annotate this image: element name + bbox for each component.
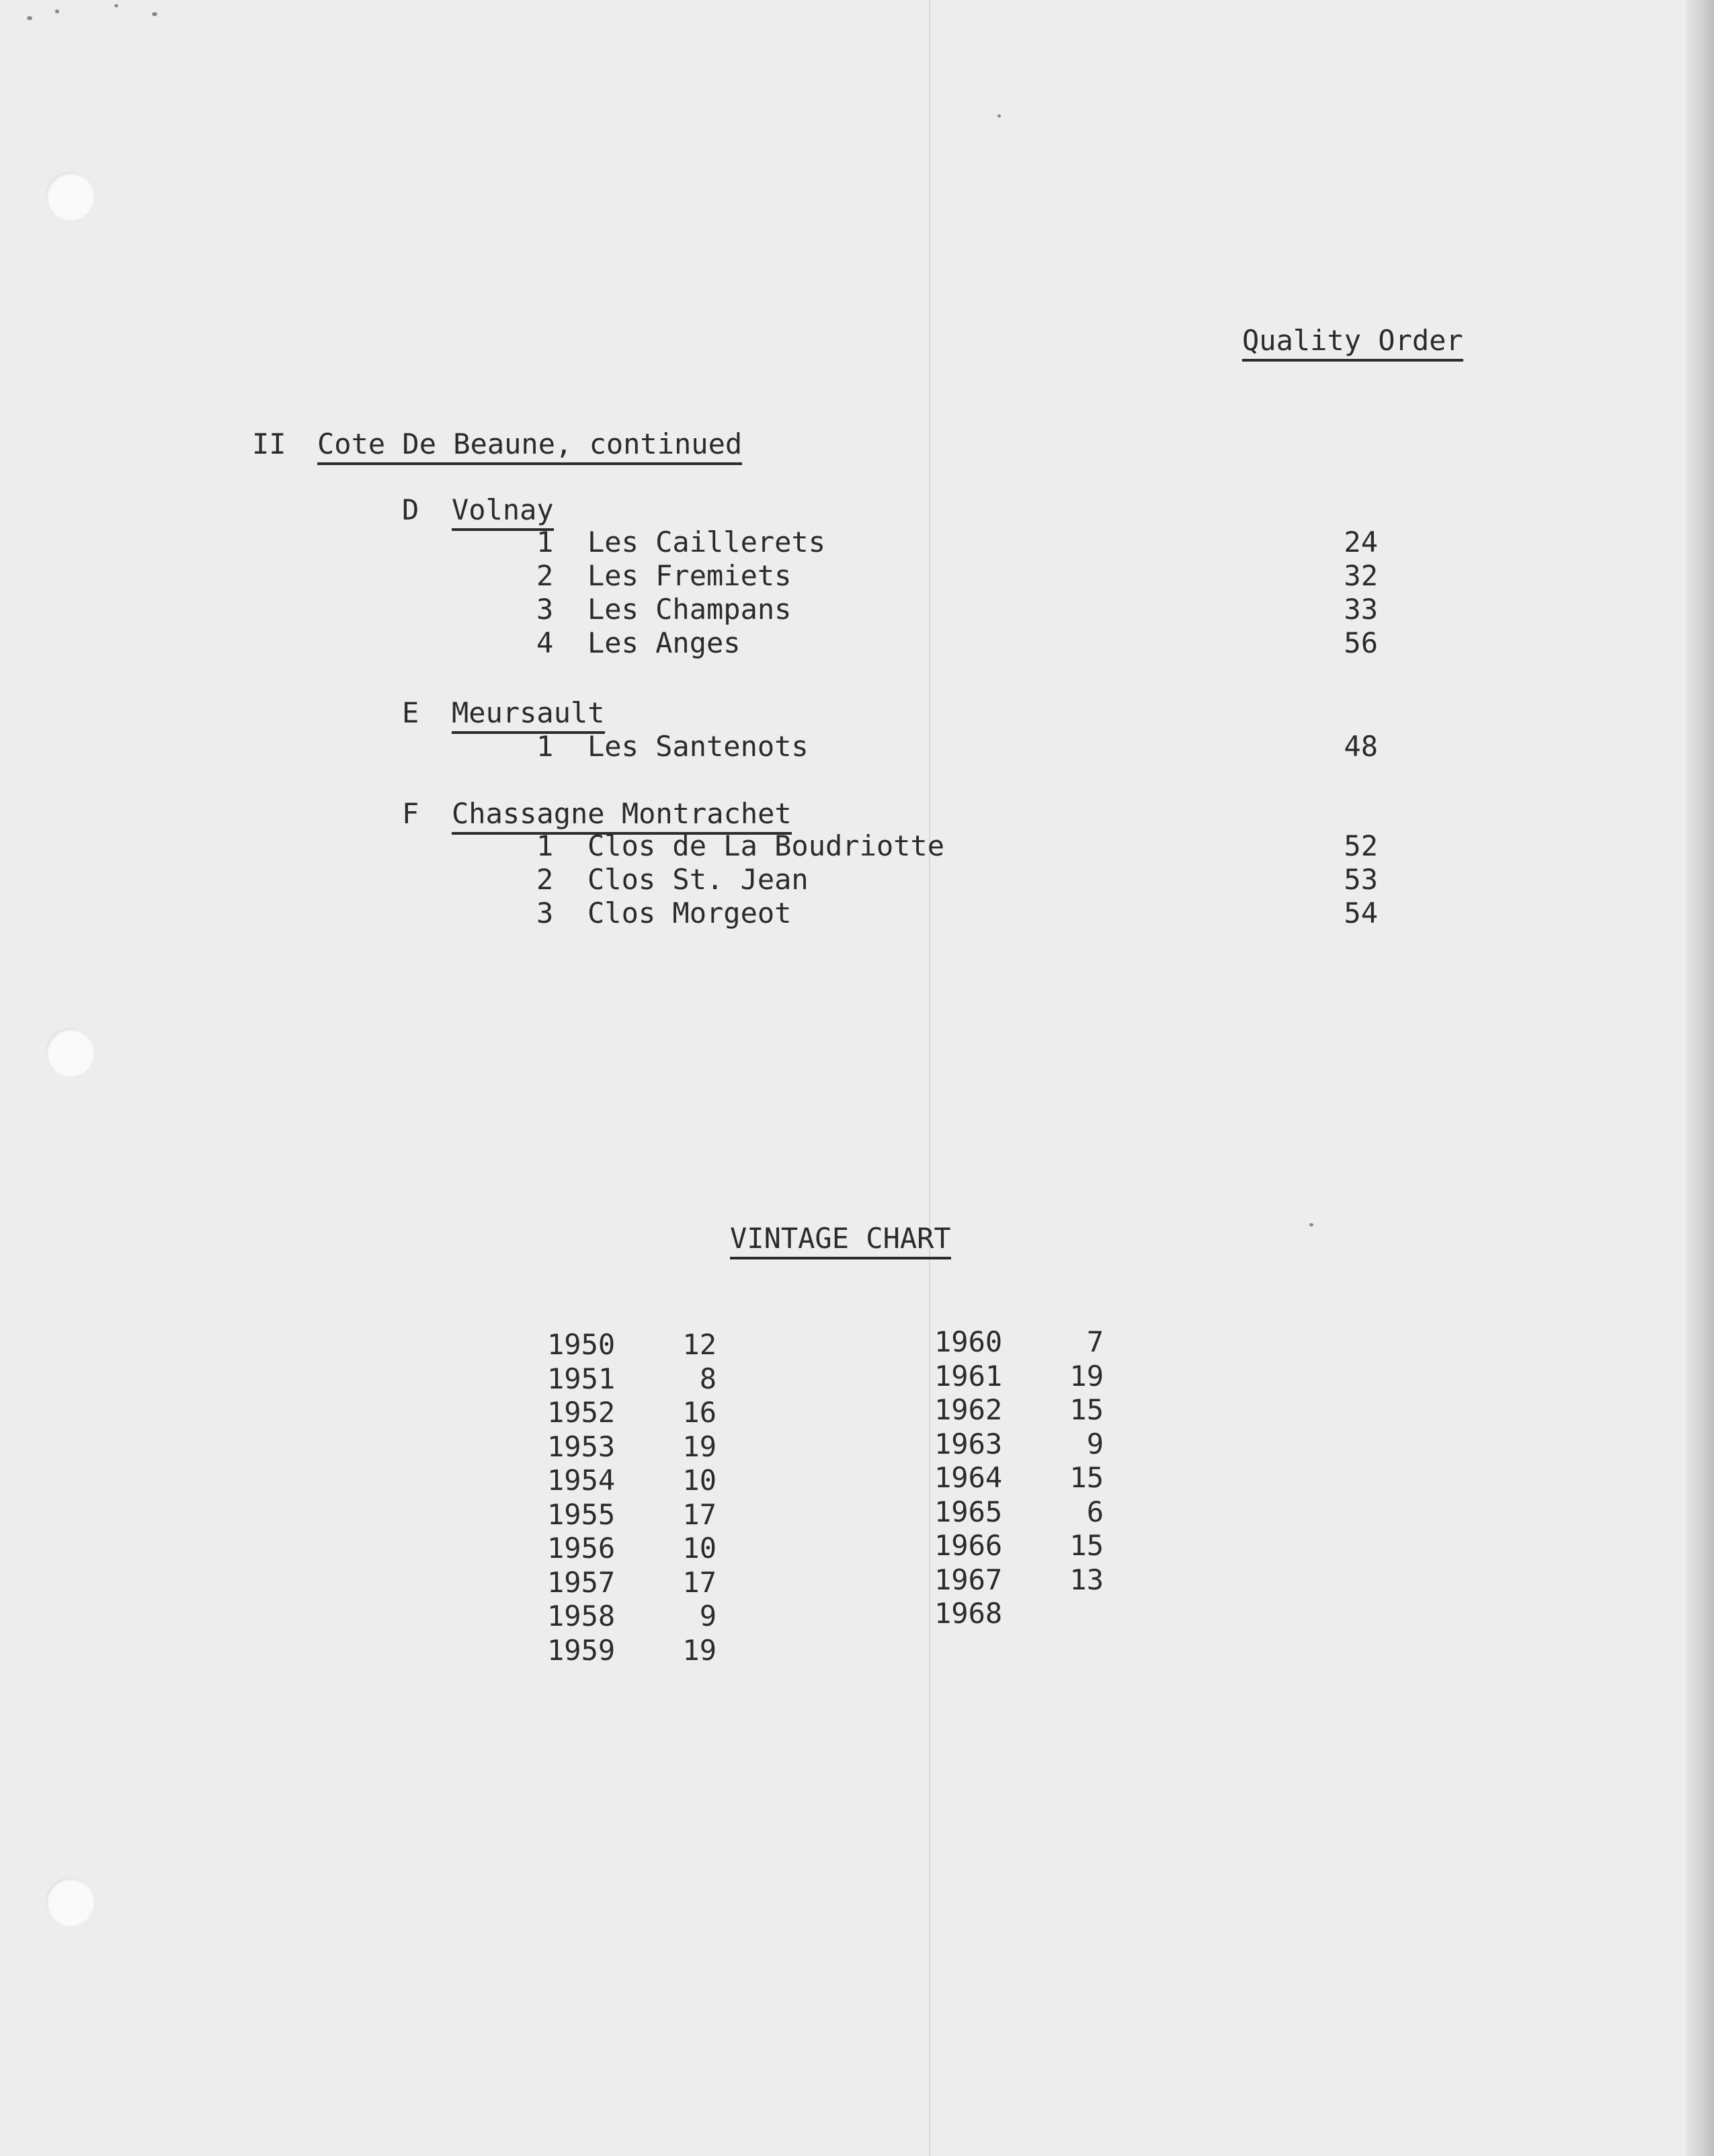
quality-rank: 32 bbox=[1344, 559, 1378, 592]
vineyard-name: Clos St. Jean bbox=[587, 863, 809, 896]
vineyard-name: Les Champans bbox=[587, 593, 792, 626]
vintage-year: 1968 bbox=[934, 1597, 1003, 1630]
speck bbox=[114, 4, 118, 7]
vintage-score: 10 bbox=[682, 1464, 717, 1497]
vintage-score: 17 bbox=[682, 1497, 717, 1531]
vineyard-name: Clos Morgeot bbox=[587, 897, 792, 929]
group-name: Chassagne Montrachet bbox=[452, 797, 792, 835]
vintage-score: 10 bbox=[682, 1532, 717, 1565]
vintage-year: 1959 bbox=[547, 1633, 616, 1667]
vintage-year: 1961 bbox=[934, 1359, 1003, 1393]
vintage-score: 15 bbox=[1069, 1393, 1104, 1426]
vintage-year: 1958 bbox=[547, 1600, 616, 1632]
vintage-score: 15 bbox=[1069, 1529, 1104, 1562]
vintage-year: 1962 bbox=[934, 1393, 1003, 1426]
punch-hole-icon bbox=[46, 172, 94, 220]
quality-rank: 24 bbox=[1344, 526, 1378, 558]
vintage-score: 9 bbox=[1086, 1427, 1104, 1460]
item-number: 3 bbox=[536, 897, 554, 929]
speck bbox=[997, 114, 1001, 118]
vintage-score: 19 bbox=[682, 1633, 717, 1667]
quality-rank: 52 bbox=[1344, 829, 1378, 862]
quality-rank: 54 bbox=[1344, 897, 1378, 929]
punch-hole-icon bbox=[46, 1878, 94, 1926]
vintage-year: 1966 bbox=[934, 1529, 1003, 1562]
item-number: 3 bbox=[536, 593, 554, 626]
group-letter: D bbox=[402, 493, 419, 526]
vineyard-name: Les Anges bbox=[587, 626, 741, 659]
item-number: 1 bbox=[536, 730, 554, 763]
page-right-edge bbox=[1686, 0, 1714, 2156]
quality-rank: 48 bbox=[1344, 730, 1378, 763]
vintage-year: 1951 bbox=[547, 1362, 616, 1395]
group-name: Meursault bbox=[452, 696, 605, 734]
vintage-year: 1953 bbox=[547, 1429, 616, 1463]
item-number: 1 bbox=[536, 526, 554, 558]
vintage-year: 1967 bbox=[934, 1563, 1003, 1596]
vintage-score: 16 bbox=[682, 1396, 717, 1429]
vintage-score: 7 bbox=[1086, 1325, 1104, 1358]
section-title: Cote De Beaune, continued bbox=[317, 427, 742, 465]
quality-rank: 53 bbox=[1344, 863, 1378, 896]
vintage-score: 13 bbox=[1069, 1563, 1104, 1596]
group-name: Volnay bbox=[452, 493, 554, 531]
vintage-score: 19 bbox=[682, 1429, 717, 1463]
vintage-year: 1954 bbox=[547, 1464, 616, 1497]
vintage-year: 1950 bbox=[547, 1328, 616, 1361]
item-number: 2 bbox=[536, 863, 554, 896]
group-letter: E bbox=[402, 696, 419, 729]
vintage-score: 12 bbox=[682, 1328, 717, 1361]
vineyard-name: Les Caillerets bbox=[587, 526, 826, 558]
speck bbox=[1309, 1223, 1313, 1227]
item-number: 1 bbox=[536, 829, 554, 862]
group-letter: F bbox=[402, 797, 419, 830]
vintage-score: 17 bbox=[682, 1565, 717, 1599]
vintage-chart-title: VINTAGE CHART bbox=[730, 1222, 951, 1259]
vineyard-name: Clos de La Boudriotte bbox=[587, 829, 945, 862]
quality-rank: 33 bbox=[1344, 593, 1378, 626]
quality-order-heading: Quality Order bbox=[1242, 324, 1463, 362]
item-number: 4 bbox=[536, 626, 554, 659]
page-fold-line bbox=[929, 0, 930, 2156]
speck bbox=[27, 16, 32, 20]
speck bbox=[152, 12, 157, 16]
vintage-year: 1965 bbox=[934, 1495, 1003, 1528]
vintage-year: 1960 bbox=[934, 1325, 1003, 1358]
vintage-score: 6 bbox=[1086, 1495, 1104, 1528]
quality-rank: 56 bbox=[1344, 626, 1378, 659]
section-roman-numeral: II bbox=[252, 427, 286, 460]
vintage-score: 15 bbox=[1069, 1461, 1104, 1494]
vintage-year: 1964 bbox=[934, 1461, 1003, 1494]
vintage-year: 1952 bbox=[547, 1396, 616, 1429]
vintage-year: 1963 bbox=[934, 1427, 1003, 1460]
vineyard-name: Les Fremiets bbox=[587, 559, 792, 592]
vintage-year: 1956 bbox=[547, 1532, 616, 1565]
vintage-score: 8 bbox=[699, 1362, 717, 1395]
punch-hole-icon bbox=[46, 1028, 94, 1077]
vintage-year: 1955 bbox=[547, 1497, 616, 1531]
vintage-score: 9 bbox=[699, 1600, 717, 1632]
vintage-score: 19 bbox=[1069, 1359, 1104, 1393]
vintage-year: 1957 bbox=[547, 1565, 616, 1599]
item-number: 2 bbox=[536, 559, 554, 592]
speck bbox=[55, 9, 59, 13]
vineyard-name: Les Santenots bbox=[587, 730, 809, 763]
